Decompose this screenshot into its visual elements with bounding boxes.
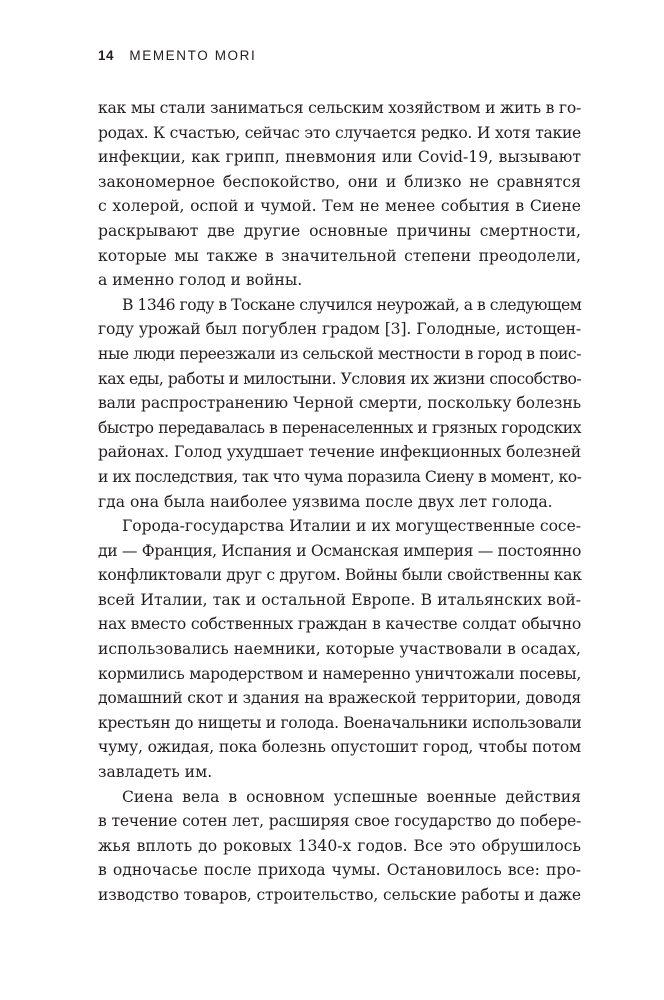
text-line: в течение сотен лет, расширяя свое государство до побере- — [98, 812, 581, 831]
text-line: и их последствия, так что чума поразила Сиену в момент, ко- — [98, 467, 582, 486]
paragraph — [98, 785, 581, 908]
text-line: вали распространению Черной смерти, поскольку болезнь — [98, 394, 581, 413]
text-line: В 1346 году в Тоскане случился неурожай, а в следующем — [122, 295, 582, 314]
text-line: завладеть им. — [98, 763, 213, 782]
text-line: домашний скот и здания на вражеской территории, доводя — [98, 689, 582, 708]
text-line: жья вплоть до роковых 1340-х годов. Все это обрушилось — [98, 836, 581, 855]
text-line: конфликтовали друг с другом. Войны были свойственны как — [98, 566, 582, 585]
text-line: раскрывают две другие основные причины смертности, — [98, 221, 581, 240]
paragraph — [98, 514, 581, 785]
text-line: крестьян до нищеты и голода. Военачальники использовали — [98, 713, 582, 732]
text-line: в одночасье после прихода чумы. Остановилось все: про- — [98, 861, 581, 880]
text-line: которые мы также в значительной степени преодолели, — [98, 246, 581, 265]
text-line: кормились мародерством и намеренно уничтожали посевы, — [98, 664, 581, 683]
text-line: с холерой, оспой и чумой. Тем не менее события в Сиене — [98, 197, 581, 216]
running-head — [98, 48, 256, 63]
text-line: инфекции, как грипп, пневмония или Covid-19, вызывают — [98, 148, 581, 167]
running-title: MEMENTO MORI — [129, 48, 257, 63]
text-line: родах. К счастью, сейчас это случается редко. И хотя такие — [98, 123, 581, 142]
paragraph — [98, 293, 581, 514]
text-line: как мы стали заниматься сельским хозяйством и жить в го- — [98, 99, 581, 117]
body-text — [98, 96, 581, 908]
text-line: гда она была наиболее уязвима после двух лет голода. — [98, 492, 553, 511]
text-line: ди — Франция, Испания и Османская империя — постоянно — [98, 541, 582, 560]
text-line: быстро передавалась в перенаселенных и грязных городских — [98, 418, 581, 437]
text-line: ках еды, работы и милостыни. Условия их жизни способство- — [98, 369, 582, 388]
page-number: 14 — [98, 48, 115, 63]
text-line: всей Италии, так и остальной Европе. В итальянских вой- — [98, 590, 581, 609]
text-line: ные люди переезжали из сельской местности в город в поис- — [98, 344, 582, 363]
text-line: изводство товаров, строительство, сельские работы и даже — [98, 886, 582, 904]
paragraph — [98, 96, 581, 293]
text-line: районах. Голод ухудшает течение инфекционных болезней — [98, 443, 581, 462]
text-line: Сиена вела в основном успешные военные действия — [122, 787, 581, 806]
text-line: а именно голод и войны. — [98, 271, 303, 290]
text-line: чуму, ожидая, пока болезнь опустошит город, чтобы потом — [98, 738, 581, 757]
text-line: нах вместо собственных граждан в качестве солдат обычно — [98, 615, 581, 634]
text-line: году урожай был погублен градом [3]. Голодные, истощен- — [98, 320, 581, 339]
text-line: использовались наемники, которые участвовали в осадах, — [98, 640, 581, 659]
text-line: закономерное беспокойство, они и близко не сравнятся — [98, 172, 581, 191]
text-line: Города-государства Италии и их могущественные сосе- — [122, 517, 581, 536]
